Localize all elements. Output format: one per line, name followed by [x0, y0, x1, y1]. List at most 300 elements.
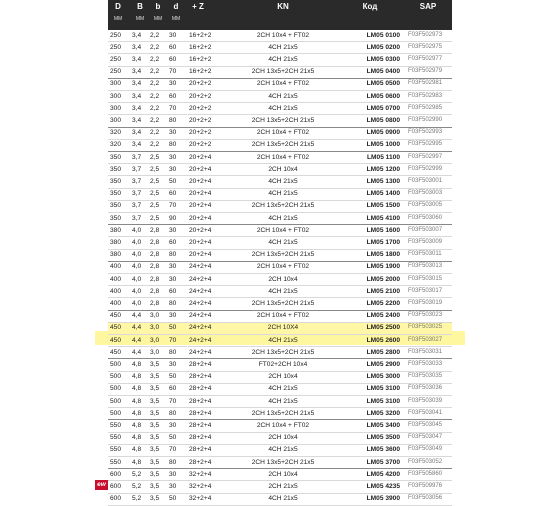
table-cell: 4CH 21x5 [268, 43, 298, 51]
table-cell: 3,5 [150, 434, 160, 442]
table-cell: 500 [110, 360, 122, 368]
table-cell: 300 [110, 116, 122, 124]
table-cell: 2CH 13x5+2CH 21x5 [251, 348, 315, 356]
table-cell: LM05 3200 [366, 409, 400, 417]
table-cell: 3,4 [132, 116, 142, 124]
table-cell: 2,2 [150, 80, 160, 88]
table-cell: 28+2+4 [189, 409, 212, 417]
table-cell: 4CH 21x5 [268, 214, 298, 222]
table-cell: F03F503017 [408, 287, 443, 294]
table-cell: 4CH 21x5 [268, 190, 298, 198]
table-cell: 5,2 [132, 495, 142, 503]
table-cell: 80 [169, 299, 177, 307]
header-b: b [155, 2, 161, 11]
table-cell: 20+2+4 [189, 177, 212, 185]
table-cell: F03F503013 [408, 263, 443, 270]
table-cell: 400 [110, 299, 122, 307]
table-cell: 30 [169, 275, 177, 283]
table-cell: F03F502997 [408, 153, 443, 160]
table-cell: 320 [110, 141, 122, 149]
table-cell: 300 [110, 104, 122, 112]
table-cell: 350 [110, 165, 122, 173]
new-badge: ew [95, 480, 108, 490]
table-cell: 16+2+2 [189, 43, 212, 51]
table-cell: 4,0 [132, 299, 142, 307]
header-z: + Z [192, 2, 204, 11]
table-row [108, 250, 452, 262]
table-cell: 60 [169, 238, 177, 246]
table-cell: 70 [169, 397, 177, 405]
table-cell: LM05 3900 [366, 495, 400, 503]
table-cell: 300 [110, 92, 122, 100]
table-cell: 80 [169, 348, 177, 356]
table-cell: 320 [110, 129, 122, 137]
table-cell: 4CH 21x5 [268, 385, 298, 393]
table-cell: 80 [169, 251, 177, 259]
table-cell: LM05 2200 [366, 299, 400, 307]
table-cell: 2,2 [150, 68, 160, 76]
table-cell: 4,0 [132, 287, 142, 295]
table-cell: F03F503009 [408, 238, 443, 245]
table-row [108, 457, 452, 469]
table-cell: F03F503056 [408, 495, 443, 502]
table-cell: 28+2+4 [189, 373, 212, 381]
table-cell: LM05 1700 [366, 238, 400, 246]
table-cell: 350 [110, 214, 122, 222]
table-cell: 4,4 [132, 312, 142, 320]
table-cell: 4,8 [132, 360, 142, 368]
table-cell: 30 [169, 165, 177, 173]
table-cell: 30 [169, 153, 177, 161]
table-cell: 350 [110, 190, 122, 198]
table-cell: 4CH 21x5 [268, 177, 298, 185]
table-cell: 30 [169, 482, 177, 490]
table-cell: 80 [169, 116, 177, 124]
table-cell: 2CH 10x4 [268, 275, 298, 283]
table-cell: LM05 1600 [366, 226, 400, 234]
table-cell: 3,4 [132, 92, 142, 100]
table-cell: 3,4 [132, 141, 142, 149]
table-cell: 3,0 [150, 324, 160, 332]
table-row [108, 420, 452, 432]
table-cell: 4,4 [132, 336, 142, 344]
table-cell: 3,4 [132, 80, 142, 88]
table-cell: 3,5 [150, 495, 160, 503]
table-cell: 550 [110, 458, 122, 466]
table-cell: LM05 2600 [366, 336, 400, 344]
table-cell: F03F503019 [408, 299, 443, 306]
table-cell: 2,2 [150, 92, 160, 100]
table-row [108, 298, 452, 310]
unit-D: MM [113, 16, 123, 22]
table-row [108, 359, 452, 371]
table-cell: 450 [110, 336, 122, 344]
table-cell: F03F502993 [408, 129, 443, 136]
table-cell: 250 [110, 55, 122, 63]
table-cell: 20+2+4 [189, 238, 212, 246]
table-cell: 4,0 [132, 238, 142, 246]
table-cell: 3,7 [132, 190, 142, 198]
table-cell: 4,4 [132, 324, 142, 332]
table-cell: LM05 0200 [366, 43, 400, 51]
table-cell: 30 [169, 421, 177, 429]
table-cell: 24+2+4 [189, 287, 212, 295]
table-cell: 4CH 21x5 [268, 446, 298, 454]
table-cell: 3,7 [132, 165, 142, 173]
table-cell: 70 [169, 202, 177, 210]
table-cell: 380 [110, 238, 122, 246]
table-cell: LM05 3000 [366, 373, 400, 381]
table-row [108, 128, 452, 140]
table-row [108, 445, 452, 457]
table-row [108, 311, 452, 323]
table-row [108, 213, 452, 225]
table-cell: 30 [169, 312, 177, 320]
table-cell: 4,8 [132, 421, 142, 429]
table-cell: 80 [169, 141, 177, 149]
table-cell: 3,0 [150, 348, 160, 356]
table-cell: 28+2+4 [189, 385, 212, 393]
table-cell: 2CH 13x5+2CH 21x5 [251, 68, 315, 76]
table-cell: LM05 2800 [366, 348, 400, 356]
table-row [108, 469, 452, 481]
table-cell: LM05 1400 [366, 190, 400, 198]
table-cell: F03F503035 [408, 373, 443, 380]
table-cell: F03F503001 [408, 177, 443, 184]
table-row [108, 30, 452, 42]
table-cell: 2,2 [150, 104, 160, 112]
table-cell: 3,0 [150, 312, 160, 320]
table-cell: 600 [110, 495, 122, 503]
table-cell: F03F503033 [408, 360, 443, 367]
table-cell: LM05 3100 [366, 397, 400, 405]
table-cell: 2CH 13x5+2CH 21x5 [251, 299, 315, 307]
table-cell: 450 [110, 324, 122, 332]
table-cell: 4CH 21x5 [268, 104, 298, 112]
table-cell: LM05 2900 [366, 360, 400, 368]
table-cell: 90 [169, 214, 177, 222]
table-cell: LM05 0300 [366, 55, 400, 63]
table-cell: LM05 1100 [367, 153, 400, 161]
table-row [108, 103, 452, 115]
table-cell: LM05 0400 [366, 68, 400, 76]
table-cell: F03F503003 [408, 190, 443, 197]
table-cell: 4,8 [132, 434, 142, 442]
table-cell: 4,8 [132, 397, 142, 405]
table-cell: 50 [169, 434, 177, 442]
table-cell: F03F503007 [408, 226, 443, 233]
table-cell: 3,5 [150, 482, 160, 490]
table-cell: 20+2+4 [189, 202, 212, 210]
table-cell: 20+2+4 [189, 153, 212, 161]
table-cell: LM05 0600 [366, 92, 400, 100]
table-cell: 4CH 21x5 [268, 287, 298, 295]
table-cell: 250 [110, 68, 122, 76]
table-cell: 70 [169, 336, 177, 344]
table-cell: 550 [110, 434, 122, 442]
table-cell: F03F503052 [408, 458, 443, 465]
table-cell: LM05 1800 [366, 251, 400, 259]
table-row [108, 152, 452, 164]
table-cell: 2CH 13x5+2CH 21x5 [251, 458, 315, 466]
table-cell: 600 [110, 470, 122, 478]
table-cell: FT02+2CH 10x4 [258, 360, 308, 368]
table-cell: LM05 1500 [366, 202, 400, 210]
table-cell: 2,8 [150, 263, 160, 271]
table-row [108, 481, 452, 493]
table-cell: 30 [169, 31, 177, 39]
table-cell: F03F502985 [408, 104, 443, 111]
table-row [108, 237, 452, 249]
table-cell: F03F503036 [408, 385, 443, 392]
table-cell: 2CH 10x4 + FT02 [256, 129, 310, 137]
table-cell: F03F503015 [408, 275, 443, 282]
table-cell: 2CH 10x4 + FT02 [256, 226, 310, 234]
table-cell: LM05 4200 [366, 470, 400, 478]
table-cell: LM05 0500 [366, 80, 400, 88]
table-cell: 24+2+4 [189, 336, 212, 344]
table-cell: F03F502979 [408, 68, 443, 75]
header-sap: SAP [419, 2, 437, 11]
table-cell: F03F502990 [408, 116, 443, 123]
table-cell: LM05 2400 [366, 312, 400, 320]
table-cell: F03F502981 [408, 80, 443, 87]
table-cell: F03F503025 [408, 324, 443, 331]
table-cell: LM05 1200 [366, 165, 400, 173]
table-row [108, 384, 452, 396]
table-cell: 400 [110, 275, 122, 283]
table-cell: 2CH 10x4 + FT02 [256, 263, 310, 271]
table-row [108, 79, 452, 91]
table-cell: LM05 0900 [366, 129, 400, 137]
table-cell: 24+2+4 [189, 312, 212, 320]
table-cell: 20+2+4 [189, 214, 212, 222]
table-cell: 2,2 [150, 116, 160, 124]
table-cell: 2CH 13x5+2CH 21x5 [251, 141, 315, 149]
table-cell: 380 [110, 226, 122, 234]
table-cell: 3,7 [132, 214, 142, 222]
table-cell: 32+2+4 [189, 470, 212, 478]
table-row [108, 140, 452, 152]
table-cell: 20+2+4 [189, 251, 212, 259]
table-cell: 250 [110, 31, 122, 39]
header-code: Код [362, 2, 378, 11]
table-cell: F03F509976 [408, 482, 443, 489]
table-row [108, 164, 452, 176]
table-cell: 2,8 [150, 251, 160, 259]
table-cell: 2,8 [150, 238, 160, 246]
table-cell: F03F503027 [408, 336, 443, 343]
table-cell: 16+2+2 [189, 55, 212, 63]
table-cell: 60 [169, 43, 177, 51]
table-cell: 4CH 21x5 [268, 55, 298, 63]
table-cell: 2CH 10x4 + FT02 [256, 153, 310, 161]
table-cell: 4CH 21x5 [268, 495, 298, 503]
table-cell: 32+2+4 [189, 482, 212, 490]
table-cell: F03F503011 [408, 251, 442, 258]
table-row [108, 286, 452, 298]
table-cell: 2,2 [150, 43, 160, 51]
table-cell: 2,5 [150, 202, 160, 210]
table-cell: 4,8 [132, 446, 142, 454]
table-cell: 350 [110, 153, 122, 161]
table-cell: F03F502999 [408, 165, 443, 172]
table-cell: 2,5 [150, 190, 160, 198]
table-cell: F03F503023 [408, 312, 443, 319]
table-cell: 3,7 [132, 202, 142, 210]
table-cell: 4,0 [132, 226, 142, 234]
table-cell: 60 [169, 190, 177, 198]
table-cell: 28+2+4 [189, 434, 212, 442]
table-cell: F03F502983 [408, 92, 443, 99]
table-cell: 30 [169, 226, 177, 234]
table-cell: LM05 2000 [366, 275, 400, 283]
table-cell: 20+2+2 [189, 116, 212, 124]
table-cell: 3,5 [150, 360, 160, 368]
table-cell: LM05 2100 [366, 287, 400, 295]
table-cell: 350 [110, 202, 122, 210]
table-cell: LM05 4100 [366, 214, 400, 222]
table-cell: LM05 3400 [366, 421, 400, 429]
table-cell: 30 [169, 360, 177, 368]
table-cell: 20+2+2 [189, 80, 212, 88]
table-cell: 50 [169, 495, 177, 503]
table-cell: 4,8 [132, 385, 142, 393]
table-cell: 30 [169, 129, 177, 137]
table-cell: 50 [169, 324, 177, 332]
table-cell: 4CH 21x5 [268, 92, 298, 100]
table-cell: 20+2+2 [189, 141, 212, 149]
table-cell: 4,0 [132, 275, 142, 283]
table-cell: 3,5 [150, 446, 160, 454]
table-cell: 3,4 [132, 104, 142, 112]
table-cell: 2CH 10X4 [267, 324, 299, 332]
table-cell: 24+2+4 [189, 324, 212, 332]
table-cell: 16+2+2 [189, 68, 212, 76]
table-cell: 2,2 [150, 55, 160, 63]
table-cell: LM05 3700 [366, 458, 400, 466]
table-cell: 2,2 [150, 129, 160, 137]
table-cell: 500 [110, 397, 122, 405]
table-cell: F03F502973 [408, 31, 443, 38]
table-cell: 24+2+4 [189, 348, 212, 356]
table-cell: 20+2+2 [189, 129, 212, 137]
table-cell: 300 [110, 80, 122, 88]
table-cell: 4CH 21x5 [268, 238, 298, 246]
table-cell: 380 [110, 251, 122, 259]
table-cell: 2,5 [150, 153, 160, 161]
table-cell: LM05 4235 [366, 482, 400, 490]
unit-d: MM [171, 16, 181, 22]
table-cell: 550 [110, 421, 122, 429]
table-cell: 500 [110, 409, 122, 417]
table-cell: 500 [110, 385, 122, 393]
table-cell: 16+2+2 [189, 31, 212, 39]
unit-b: MM [153, 16, 163, 22]
table-cell: 400 [110, 263, 122, 271]
table-cell: F03F502995 [408, 141, 443, 148]
table-cell: LM05 0100 [366, 31, 400, 39]
table-cell: 2CH 13x5+2CH 21x5 [251, 202, 315, 210]
table-cell: 2CH 10x4 + FT02 [256, 421, 310, 429]
table-cell: F03F503045 [408, 421, 443, 428]
table-cell: 400 [110, 287, 122, 295]
table-cell: F03F503047 [408, 434, 443, 441]
table-cell: 20+2+4 [189, 190, 212, 198]
table-cell: 2,8 [150, 275, 160, 283]
table-cell: 3,4 [132, 129, 142, 137]
table-cell: 80 [169, 409, 177, 417]
table-row [108, 274, 452, 286]
table-cell: 4CH 21x5 [268, 336, 298, 344]
table-header [108, 0, 452, 30]
table-cell: F03F505860 [408, 470, 443, 477]
table-cell: F03F503039 [408, 397, 443, 404]
table-cell: 5,2 [132, 482, 142, 490]
table-cell: 2CH 10x4 [268, 470, 298, 478]
table-cell: 3,7 [132, 153, 142, 161]
table-cell: 4,8 [132, 409, 142, 417]
table-cell: 2CH 10x4 [268, 165, 298, 173]
table-cell: LM05 0700 [366, 104, 400, 112]
table-cell: LM05 1900 [366, 263, 400, 271]
table-cell: 32+2+4 [189, 495, 212, 503]
table-cell: 70 [169, 446, 177, 454]
table-cell: 30 [169, 80, 177, 88]
table-cell: 60 [169, 55, 177, 63]
table-row [108, 323, 452, 335]
table-row [108, 372, 452, 384]
table-cell: 30 [169, 263, 177, 271]
table-cell: 350 [110, 177, 122, 185]
table-cell: LM05 3100 [366, 385, 400, 393]
table-cell: 70 [169, 68, 177, 76]
table-cell: 2CH 10x4 + FT02 [256, 80, 310, 88]
table-cell: 250 [110, 43, 122, 51]
table-cell: 50 [169, 177, 177, 185]
table-cell: 20+2+4 [189, 226, 212, 234]
table-cell: 2,5 [150, 165, 160, 173]
table-row [108, 189, 452, 201]
table-row [108, 347, 452, 359]
table-cell: 2,2 [150, 141, 160, 149]
table-cell: 2,2 [150, 31, 160, 39]
table-cell: 3,4 [132, 43, 142, 51]
table-cell: 50 [169, 373, 177, 381]
table-cell: 28+2+4 [189, 458, 212, 466]
table-cell: F03F502977 [408, 55, 443, 62]
table-cell: F03F503060 [408, 214, 443, 221]
table-cell: 3,5 [150, 421, 160, 429]
table-cell: 3,5 [150, 470, 160, 478]
table-cell: 3,5 [150, 409, 160, 417]
table-cell: F03F502975 [408, 43, 443, 50]
table-cell: 2CH 13x5+2CH 21x5 [251, 251, 315, 259]
table-cell: 5,2 [132, 470, 142, 478]
header-kn: KN [277, 2, 289, 11]
table-cell: F03F503041 [408, 409, 443, 416]
table-cell: 70 [169, 104, 177, 112]
header-d: d [173, 2, 179, 11]
table-cell: 450 [110, 312, 122, 320]
table-cell: LM05 1000 [366, 141, 400, 149]
table-cell: 3,4 [132, 68, 142, 76]
table-cell: 2,5 [150, 214, 160, 222]
table-cell: 3,4 [132, 31, 142, 39]
table-row [108, 262, 452, 274]
table-cell: 24+2+4 [189, 275, 212, 283]
table-row [108, 201, 452, 213]
